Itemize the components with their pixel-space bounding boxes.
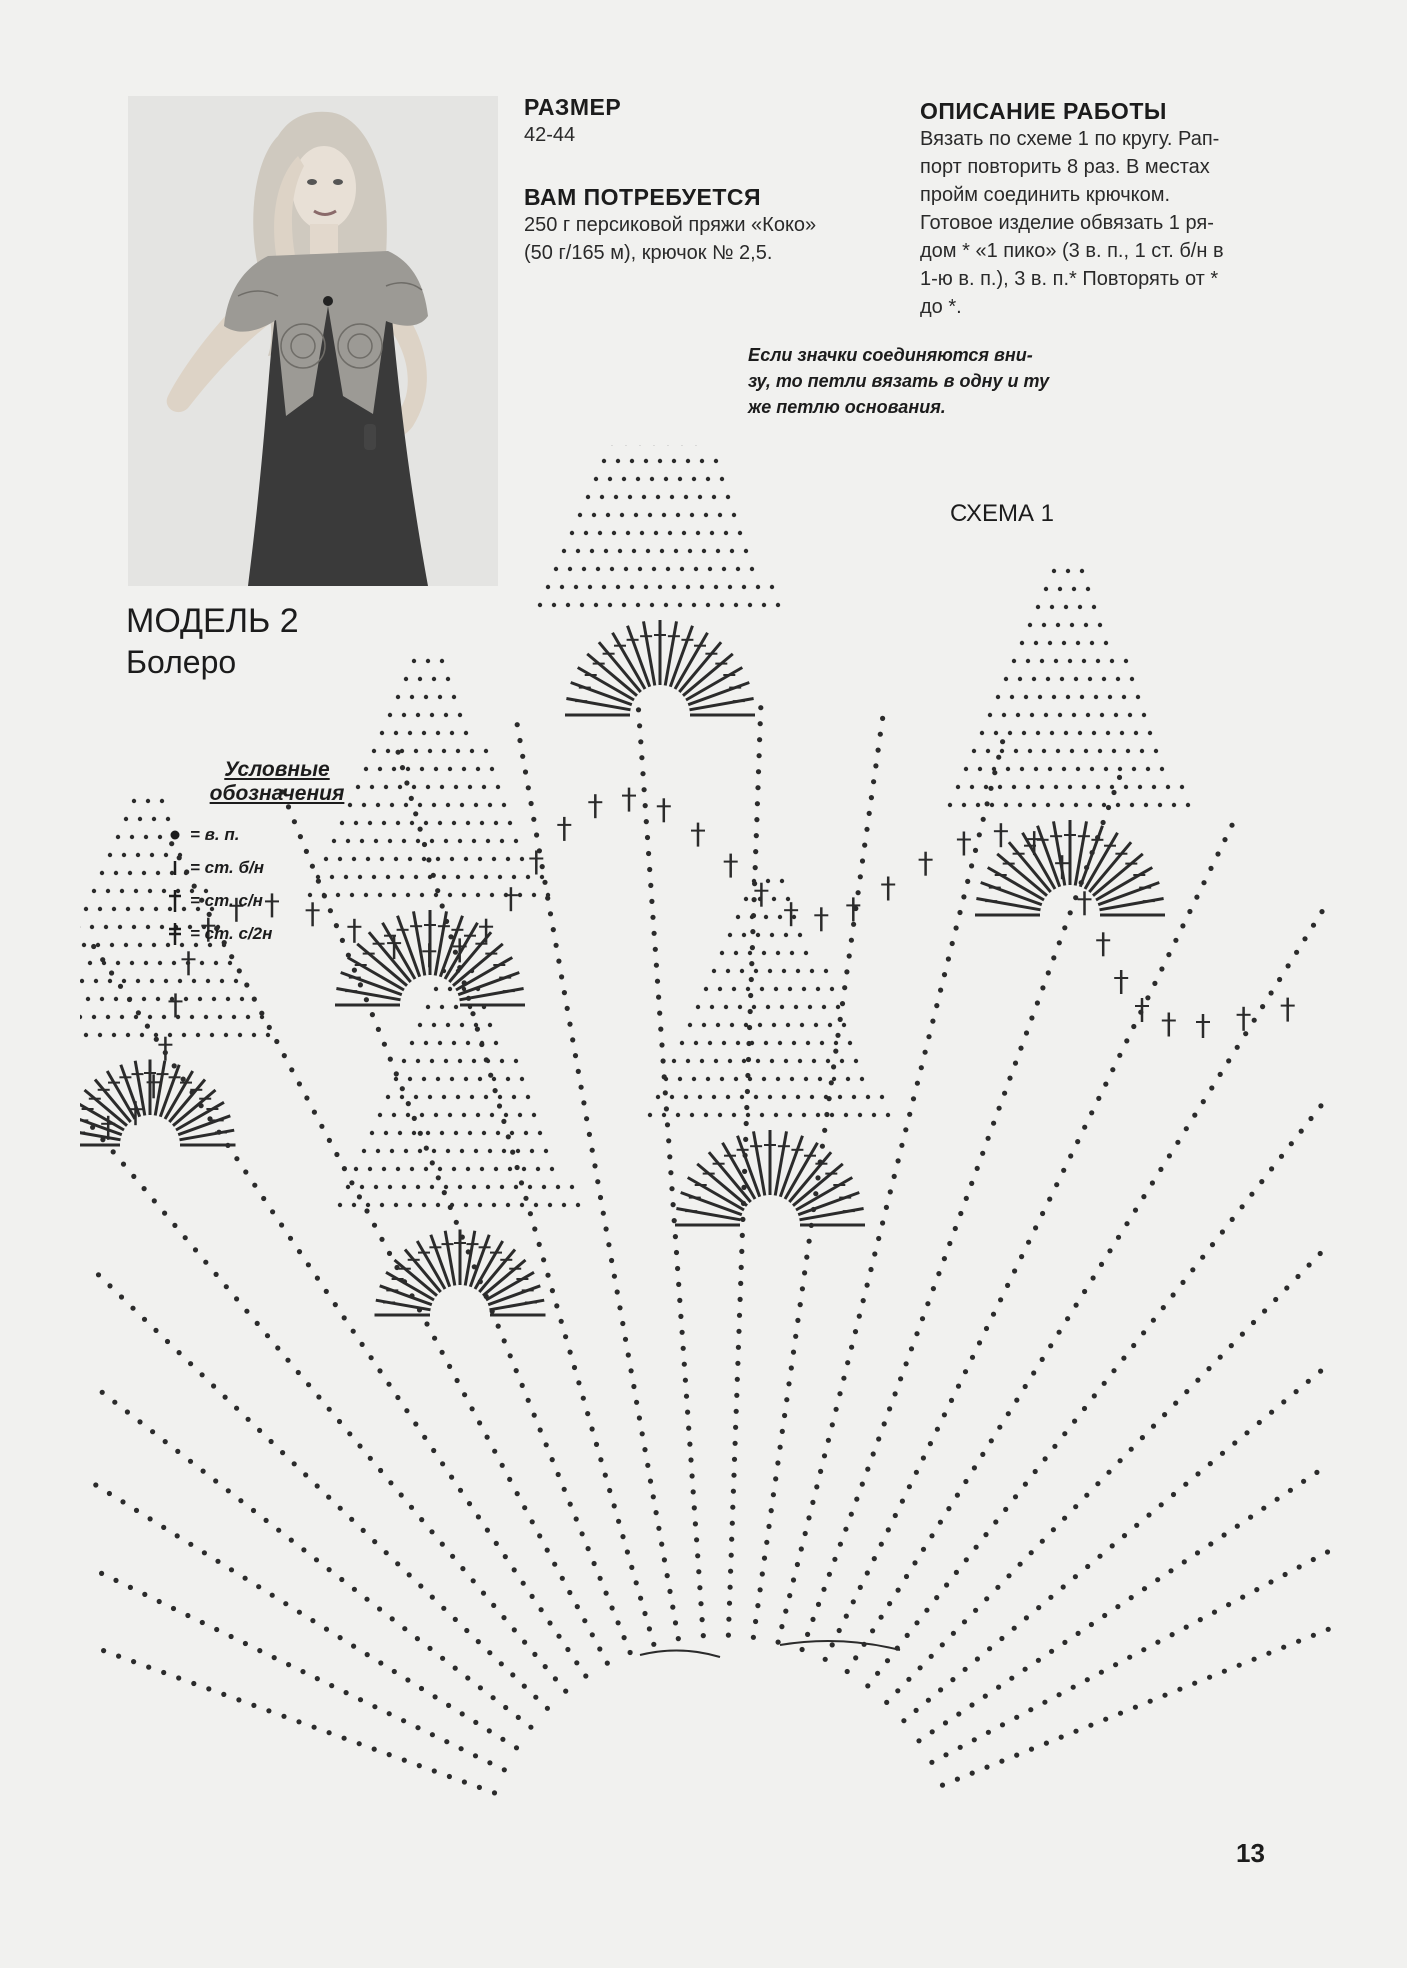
note-line: же петлю основания. [748,397,946,417]
note-line: Если значки соединяются вни- [748,345,1033,365]
page-number: 13 [1236,1838,1265,1868]
size-section [524,94,914,149]
legend-title-line: обозначения [209,782,345,805]
materials-line: 250 г персиковой пряжи «Коко» [524,214,817,236]
instructions-line: до *. [920,296,962,318]
note-line: зу, то петли вязать в одну и ту [748,371,1050,391]
legend-item-text: = в. п. [190,824,240,844]
note-text [748,342,1058,420]
instructions-line: Вязать по схеме 1 по кругу. Рап- [920,128,1220,150]
dot-icon [160,829,190,841]
model-name: Болеро [126,644,237,680]
instructions-section [920,98,1286,321]
scheme-label: СХЕМА 1 [950,500,1055,527]
legend-item-text: = ст. б/н [190,857,264,877]
instructions-line: пройм соединить крючком. [920,184,1171,206]
legend-title-line: Условные [224,758,330,781]
crochet-diagram-drawing [80,445,1340,1875]
bar-icon [160,858,190,878]
legend [160,758,380,950]
materials-heading: ВАМ ПОТРЕБУЕТСЯ [524,184,762,210]
double-cross-icon [160,921,190,947]
model-number: МОДЕЛЬ 2 [126,602,299,640]
legend-item [160,818,380,851]
instructions-line: порт повторить 8 раз. В местах [920,156,1210,178]
instructions-line: 1-ю в. п.), 3 в. п.* Повторять от * [920,268,1219,290]
size-heading: РАЗМЕР [524,94,622,120]
instructions-line: дом * «1 пико» (3 в. п., 1 ст. б/н в [920,240,1224,262]
legend-item [160,917,380,950]
crochet-diagram [80,445,1340,1875]
instructions-line: Готовое изделие обвязать 1 ря- [920,212,1214,234]
cross-icon [160,888,190,914]
materials-line: (50 г/165 м), крючок № 2,5. [524,242,773,264]
size-value: 42-44 [524,124,576,146]
legend-title [174,758,380,806]
materials-section [524,184,902,267]
instructions-heading: ОПИСАНИЕ РАБОТЫ [920,98,1167,124]
legend-item-text: = ст. с/2н [190,923,273,943]
legend-item-text: = ст. с/н [190,890,263,910]
legend-item [160,851,380,884]
legend-item [160,884,380,917]
